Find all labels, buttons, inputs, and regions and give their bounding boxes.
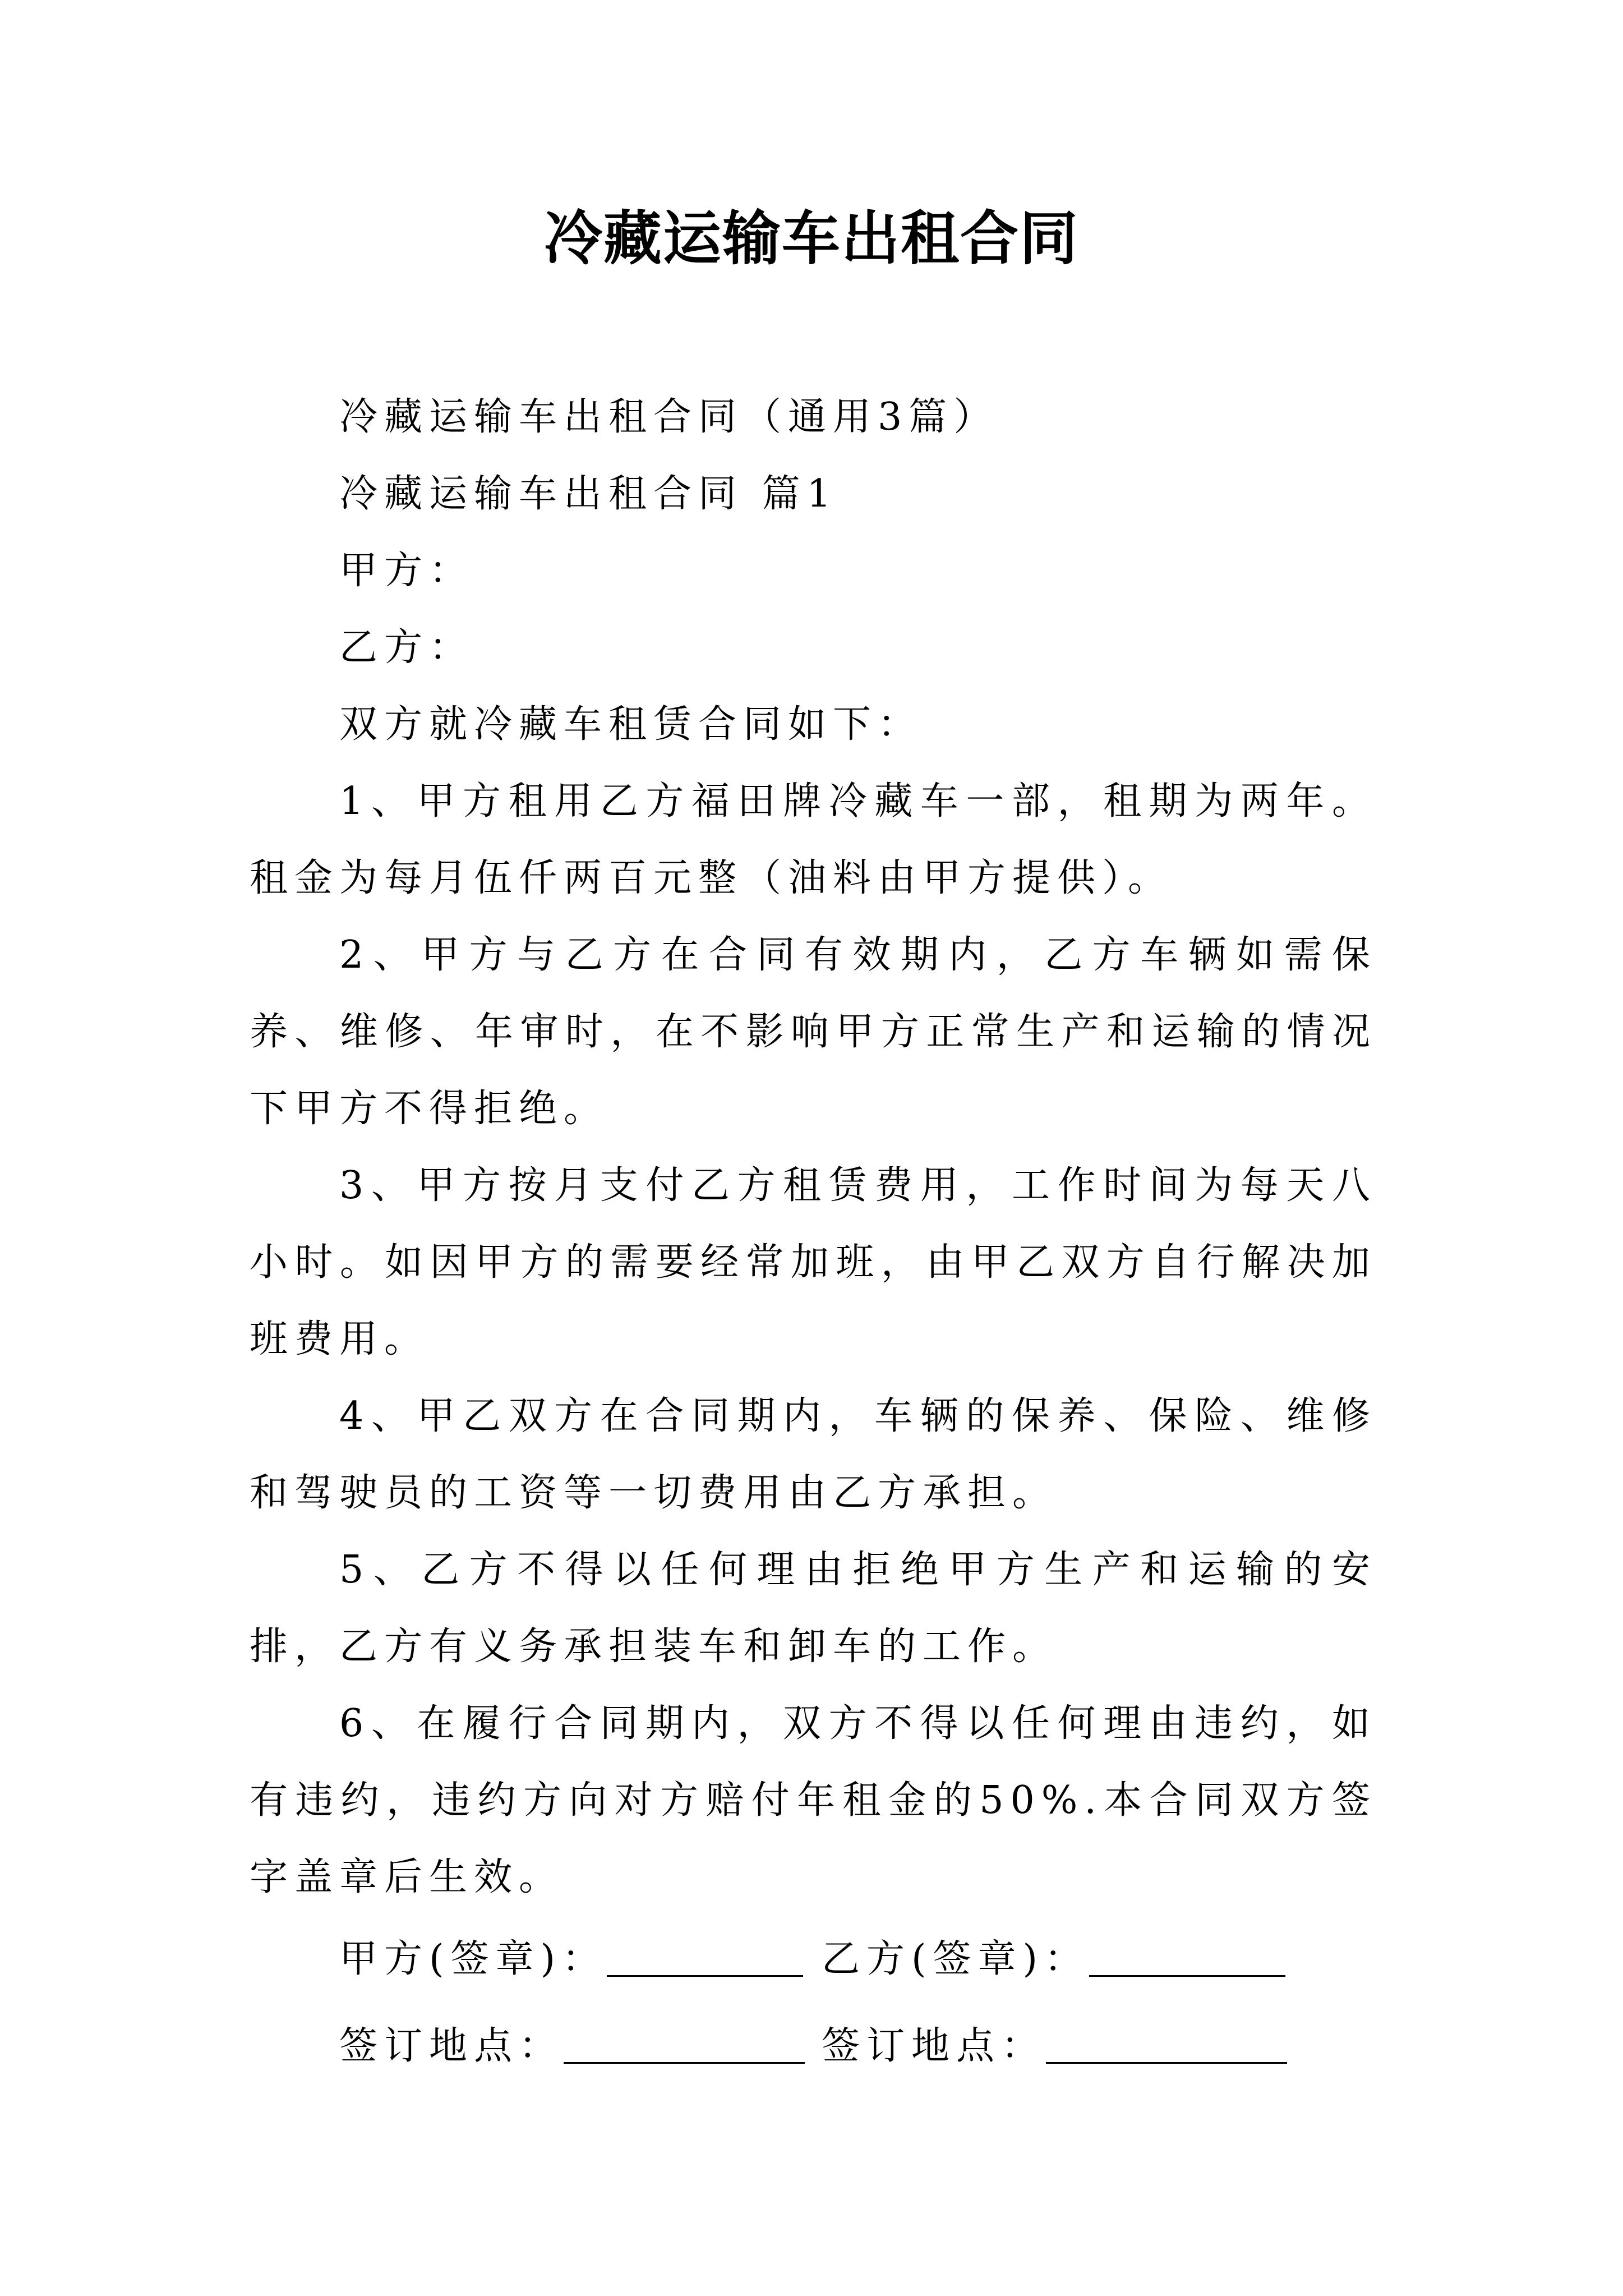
place-a-label: 签订地点： [339,2024,564,2068]
paragraph-clause-3: 3、甲方按月支付乙方租赁费用，工作时间为每天八小时。如因甲方的需要经常加班，由甲乙双方自行解决加班费用。 [250,1163,1377,1361]
place-b-label: 签订地点： [822,2024,1046,2068]
party-a-signature-blank [607,1936,803,1977]
place-b [822,2003,1287,2090]
paragraph-clause-1: 1、甲方租用乙方福田牌冷藏车一部，租期为两年。租金为每月伍仟两百元整（油料由甲方提供）。 [250,779,1377,900]
paragraph-subtitle: 冷藏运输车出租合同（通用3篇） [339,395,999,439]
signing-place-row [250,2003,1377,2090]
signature-row [250,1916,1377,2003]
place-b-blank [1046,2023,1287,2064]
document-title: 冷藏运输车出租合同 [543,204,1079,273]
party-a-signature [339,1916,822,2003]
party-b-signature-blank [1089,1936,1285,1977]
paragraph-intro: 双方就冷藏车租赁合同如下： [339,702,923,747]
place-a [339,2003,822,2090]
party-b-signature [822,1916,1285,2003]
document-body [250,379,1377,2090]
paragraph-clause-4: 4、甲乙双方在合同期内，车辆的保养、保险、维修和驾驶员的工资等一切费用由乙方承担。 [250,1394,1377,1515]
paragraph-clause-6: 6、在履行合同期内，双方不得以任何理由违约，如有违约，违约方向对方赔付年租金的50%.本合同双方签字盖章后生效。 [250,1701,1377,1899]
party-b-signature-label: 乙方(签章)： [822,1937,1090,1981]
paragraph-section-heading: 冷藏运输车出租合同 篇1 [339,472,838,516]
paragraph-party-b: 乙方： [339,625,474,670]
place-a-blank [564,2023,805,2064]
paragraph-party-a: 甲方： [339,549,474,593]
paragraph-clause-5: 5、乙方不得以任何理由拒绝甲方生产和运输的安排，乙方有义务承担装车和卸车的工作。 [250,1548,1377,1669]
party-a-signature-label: 甲方(签章)： [339,1937,607,1981]
paragraph-clause-2: 2、甲方与乙方在合同有效期内，乙方车辆如需保养、维修、年审时，在不影响甲方正常生产和运输的情况下甲方不得拒绝。 [250,933,1377,1131]
